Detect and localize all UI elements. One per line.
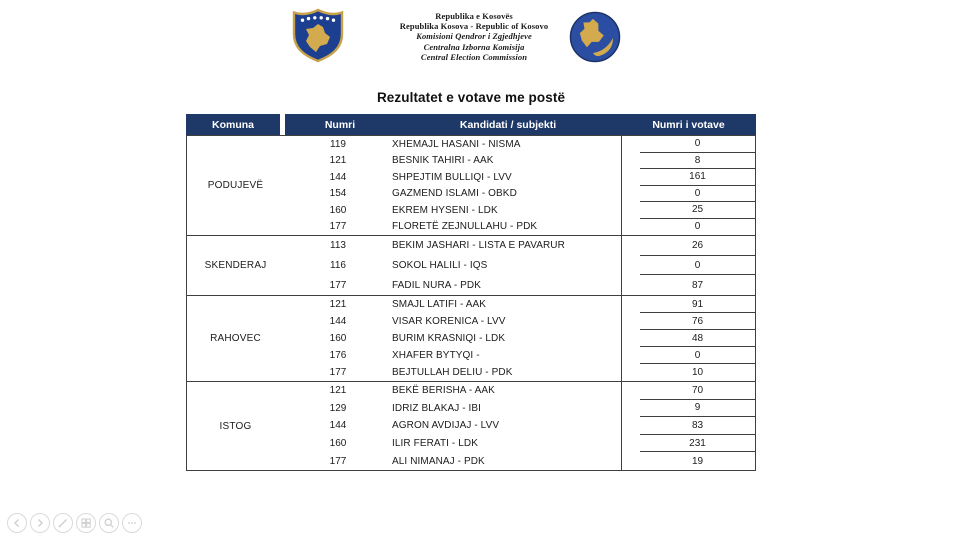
org-line-3: Komisioni Qendror i Zgjedhjeve: [416, 31, 532, 42]
vote-box: 0: [640, 256, 755, 276]
vote-box: 70: [640, 382, 755, 400]
numri-cell: 129: [329, 402, 347, 414]
table-header-right: [285, 114, 756, 135]
ellipsis-icon: [125, 516, 139, 530]
vote-box: 91: [640, 296, 755, 313]
numri-cell: 177: [329, 221, 347, 233]
vote-box: 161: [640, 169, 755, 186]
numri-cell: 154: [329, 188, 347, 200]
group-rows: [284, 296, 755, 381]
org-line-2: Republika Kosova - Republic of Kosovo: [399, 21, 549, 32]
numri-cell: 121: [329, 155, 347, 167]
kandidati-cell: SHPEJTIM BULLIQI - LVV: [392, 171, 512, 183]
komuna-cell: RAHOVEC: [210, 333, 261, 344]
kandidati-cell: BURIM KRASNIQI - LDK: [392, 333, 506, 344]
page-title: Rezultatet e votave me postë: [376, 90, 566, 105]
vote-box: 48: [640, 330, 755, 347]
kandidati-cell: FLORETË ZEJNULLAHU - PDK: [392, 221, 538, 233]
table-body: [186, 135, 756, 471]
table-row: [284, 417, 755, 435]
votes-cell: [621, 236, 755, 256]
votes-cell: [621, 417, 755, 435]
table-row: [284, 347, 755, 364]
table-row: [284, 364, 755, 381]
numri-cell: 160: [329, 333, 347, 344]
see-all-slides-button[interactable]: [76, 513, 96, 533]
votes-cell: [621, 275, 755, 295]
numri-cell: 121: [329, 299, 347, 310]
chevron-right-icon: [33, 516, 47, 530]
group-rows: [284, 136, 755, 235]
chevron-left-icon: [10, 516, 24, 530]
kandidati-cell: VISAR KORENICA - LVV: [392, 316, 506, 327]
kandidati-cell: BEKIM JASHARI - LISTA E PAVARUR: [392, 240, 565, 252]
kandidati-cell: FADIL NURA - PDK: [392, 279, 482, 291]
table-row: [284, 435, 755, 453]
votes-cell: [621, 186, 755, 203]
numri-cell: 160: [329, 438, 347, 450]
vote-box: 25: [640, 202, 755, 219]
table-row: [284, 275, 755, 295]
numri-cell: 144: [329, 420, 347, 432]
pen-icon: [56, 516, 70, 530]
kandidati-cell: EKREM HYSENI - LDK: [392, 204, 498, 216]
vote-box: 87: [691, 279, 704, 291]
table-row: [284, 382, 755, 400]
numri-cell: 176: [329, 350, 347, 361]
municipality-group: [187, 236, 755, 296]
vote-box: 0: [694, 221, 701, 233]
table-row: [284, 313, 755, 330]
results-table: [186, 114, 756, 471]
numri-cell: 116: [330, 260, 346, 271]
vote-box: 10: [691, 367, 704, 378]
votes-cell: [621, 330, 755, 347]
numri-cell: 177: [329, 279, 347, 291]
votes-cell: [621, 382, 755, 400]
kandidati-cell: IDRIZ BLAKAJ - IBI: [392, 402, 482, 414]
votes-cell: [621, 153, 755, 170]
komuna-cell: ISTOG: [219, 420, 252, 432]
kandidati-cell: BESNIK TAHIRI - AAK: [392, 155, 494, 167]
komuna-cell: SKENDERAJ: [204, 260, 267, 271]
votes-cell: [621, 219, 755, 236]
table-row: [284, 153, 755, 170]
zoom-button[interactable]: [99, 513, 119, 533]
kandidati-cell: ILIR FERATI - LDK: [392, 438, 478, 450]
municipality-group: [187, 296, 755, 382]
presenter-toolbar: [7, 513, 142, 533]
table-row: [284, 202, 755, 219]
votes-cell: [621, 364, 755, 381]
numri-cell: 113: [330, 240, 346, 252]
vote-box: 83: [640, 417, 755, 435]
votes-cell: [621, 435, 755, 453]
table-row: [284, 452, 755, 470]
column-header-kandidati: Kandidati / subjekti: [459, 118, 557, 131]
kandidati-cell: GAZMEND ISLAMI - OBKD: [392, 188, 517, 200]
kandidati-cell: SMAJL LATIFI - AAK: [392, 299, 487, 310]
vote-box: 9: [640, 400, 755, 418]
table-header: [186, 114, 756, 135]
slides-grid-icon: [79, 516, 93, 530]
votes-cell: [621, 202, 755, 219]
org-header: [0, 5, 960, 65]
group-rows: [284, 236, 755, 295]
pen-tool-button[interactable]: [53, 513, 73, 533]
numri-cell: 119: [330, 138, 346, 150]
vote-box: 0: [640, 186, 755, 203]
org-line-4: Centralna Izborna Komisija: [423, 41, 525, 52]
votes-cell: [621, 136, 755, 153]
org-line-5: Central Election Commission: [420, 51, 528, 62]
table-row: [284, 296, 755, 313]
vote-box: 19: [691, 455, 704, 467]
kandidati-cell: XHEMAJL HASANI - NISMA: [392, 138, 521, 150]
column-header-komuna: Komuna: [186, 114, 280, 135]
votes-cell: [621, 400, 755, 418]
numri-cell: 144: [329, 171, 347, 183]
numri-cell: 121: [329, 385, 347, 397]
table-row: [284, 256, 755, 276]
more-options-button[interactable]: [122, 513, 142, 533]
numri-cell: 144: [329, 316, 347, 327]
kandidati-cell: AGRON AVDIJAJ - LVV: [392, 420, 500, 432]
previous-slide-button[interactable]: [7, 513, 27, 533]
vote-box: 0: [640, 347, 755, 364]
votes-cell: [621, 347, 755, 364]
table-row: [284, 236, 755, 256]
table-row: [284, 400, 755, 418]
table-row: [284, 186, 755, 203]
votes-cell: [621, 296, 755, 313]
magnifier-icon: [102, 516, 116, 530]
table-row: [284, 219, 755, 236]
votes-cell: [621, 452, 755, 470]
group-rows: [284, 382, 755, 470]
vote-box: 0: [640, 136, 755, 153]
votes-cell: [621, 313, 755, 330]
komuna-cell: PODUJEVË: [207, 180, 264, 191]
vote-box: 231: [640, 435, 755, 453]
kandidati-cell: SOKOL HALILI - IQS: [392, 260, 488, 271]
numri-cell: 177: [329, 455, 347, 467]
kosovo-coat-of-arms-icon: [289, 7, 347, 63]
votes-cell: [621, 169, 755, 186]
kandidati-cell: ALI NIMANAJ - PDK: [392, 455, 485, 467]
municipality-group: [187, 382, 755, 470]
vote-box: 76: [640, 313, 755, 330]
table-row: [284, 330, 755, 347]
org-title-block: [354, 11, 594, 62]
numri-cell: 177: [329, 367, 347, 378]
municipality-group: [187, 136, 755, 236]
vote-box: 8: [640, 153, 755, 170]
next-slide-button[interactable]: [30, 513, 50, 533]
column-header-numri: Numri: [324, 118, 356, 131]
column-header-numri-i-votave: Numri i votave: [652, 118, 725, 131]
votes-cell: [621, 256, 755, 276]
kandidati-cell: XHAFER BYTYQI -: [392, 350, 480, 361]
table-row: [284, 169, 755, 186]
kandidati-cell: BEKË BERISHA - AAK: [392, 385, 495, 397]
cec-emblem-icon: [569, 11, 621, 63]
table-row: [284, 136, 755, 153]
org-line-1: Republika e Kosovës: [435, 11, 513, 21]
vote-box: 26: [640, 236, 755, 256]
kandidati-cell: BEJTULLAH DELIU - PDK: [392, 367, 513, 378]
numri-cell: 160: [329, 204, 347, 216]
